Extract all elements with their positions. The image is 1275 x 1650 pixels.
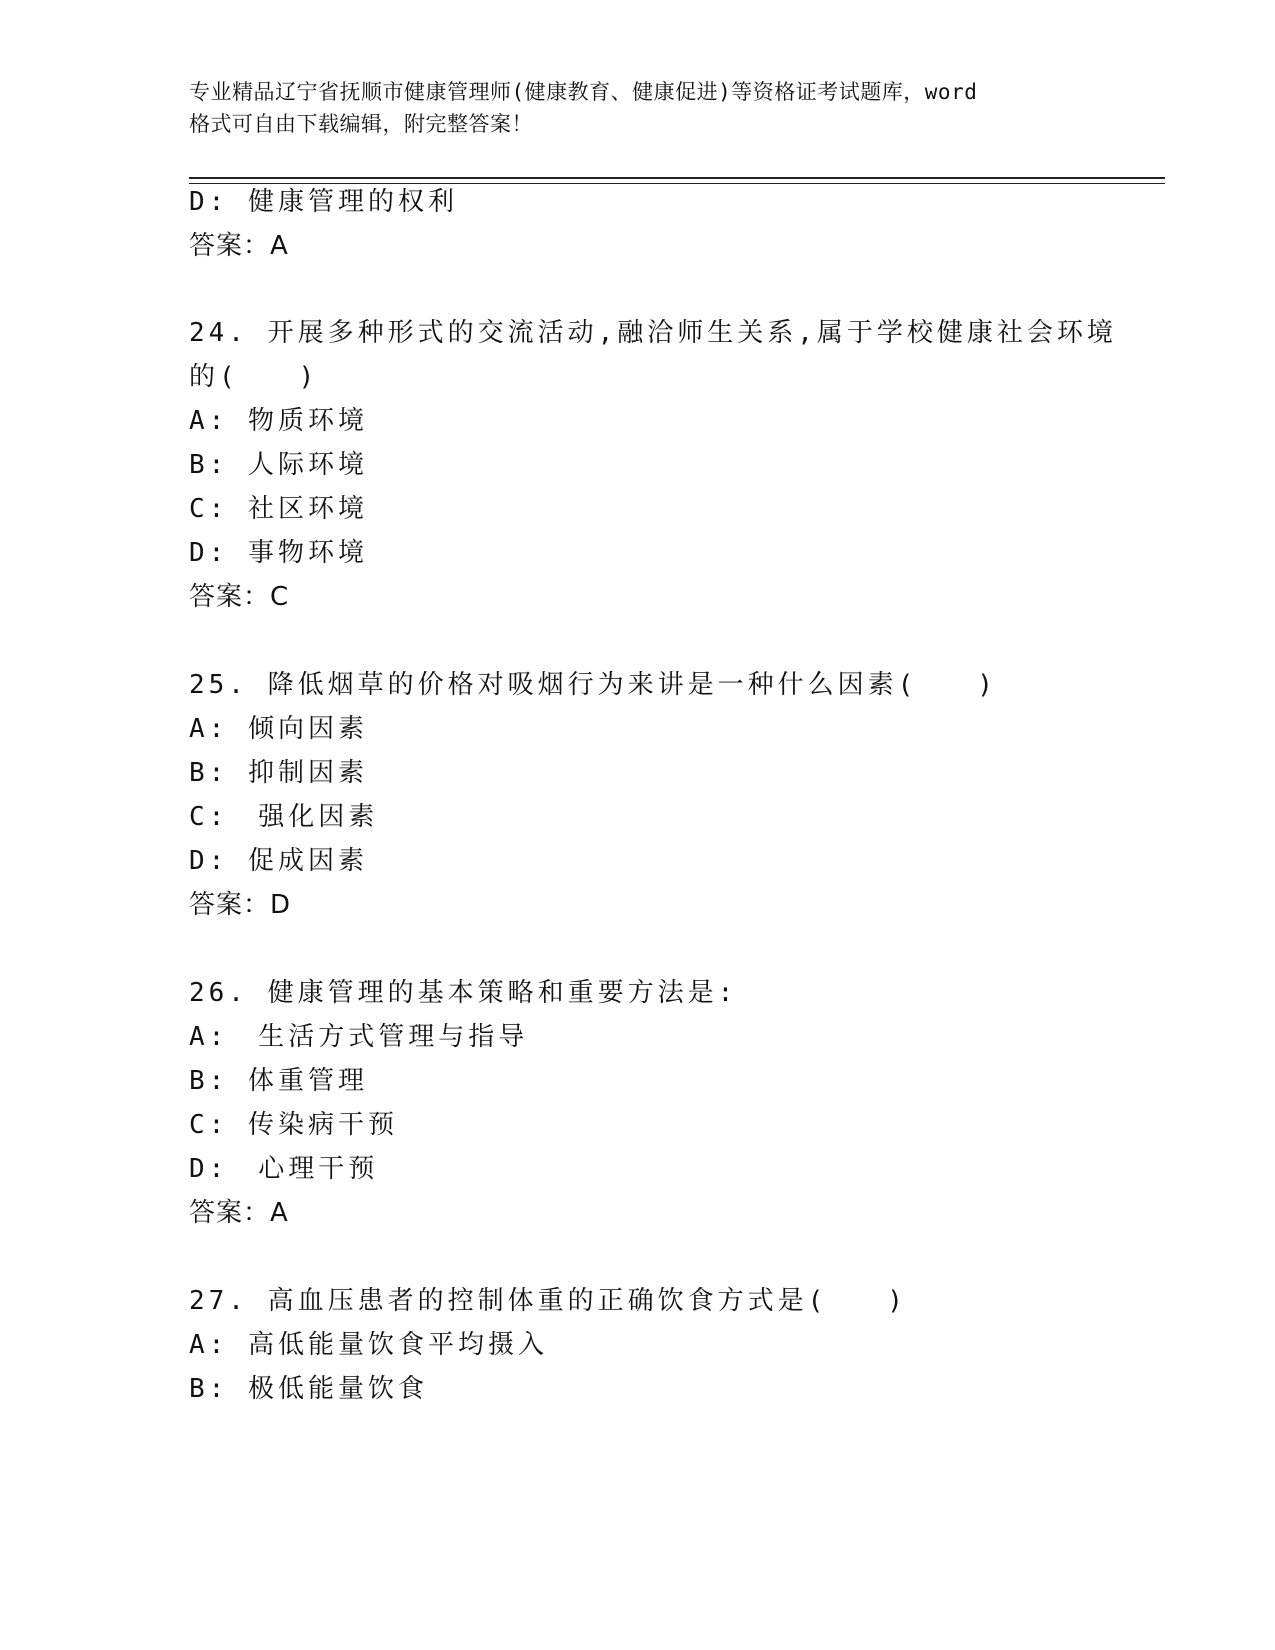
q27-option-a: A: 高低能量饮食平均摄入 — [189, 1330, 548, 1360]
q24-stem-line-1: 24. 开展多种形式的交流活动,融洽师生关系,属于学校健康社会环境 — [189, 318, 1117, 348]
q26-option-d: D: 心理干预 — [189, 1154, 379, 1184]
prev-answer: 答案：A — [189, 231, 289, 261]
q26-option-b: B: 体重管理 — [189, 1066, 368, 1096]
q24-option-d: D: 事物环境 — [189, 538, 368, 568]
q25-option-c: C: 强化因素 — [189, 802, 379, 832]
q24-option-a: A: 物质环境 — [189, 406, 368, 436]
header-divider-thin — [189, 183, 1165, 184]
q26-stem: 26. 健康管理的基本策略和重要方法是: — [189, 978, 738, 1008]
q25-option-a: A: 倾向因素 — [189, 714, 368, 744]
prev-option-d: D: 健康管理的权利 — [189, 187, 458, 217]
q24-option-b: B: 人际环境 — [189, 450, 368, 480]
q26-option-c: C: 传染病干预 — [189, 1110, 398, 1140]
q24-stem-line-2: 的( ) — [189, 362, 319, 392]
q24-option-c: C: 社区环境 — [189, 494, 368, 524]
q24-answer: 答案：C — [189, 582, 290, 612]
q25-answer: 答案：D — [189, 890, 292, 920]
q26-option-a: A: 生活方式管理与指导 — [189, 1022, 529, 1052]
document-header — [189, 76, 1089, 140]
header-divider-thick — [189, 177, 1165, 179]
q27-option-b: B: 极低能量饮食 — [189, 1374, 428, 1404]
q25-stem: 25. 降低烟草的价格对吸烟行为来讲是一种什么因素( ) — [189, 670, 997, 700]
q25-option-d: D: 促成因素 — [189, 846, 368, 876]
header-line-1: 专业精品辽宁省抚顺市健康管理师(健康教育、健康促进)等资格证考试题库，word — [189, 80, 978, 104]
header-line-2: 格式可自由下载编辑，附完整答案！ — [189, 112, 533, 136]
q27-stem: 27. 高血压患者的控制体重的正确饮食方式是( ) — [189, 1286, 907, 1316]
q26-answer: 答案：A — [189, 1198, 289, 1228]
q25-option-b: B: 抑制因素 — [189, 758, 368, 788]
